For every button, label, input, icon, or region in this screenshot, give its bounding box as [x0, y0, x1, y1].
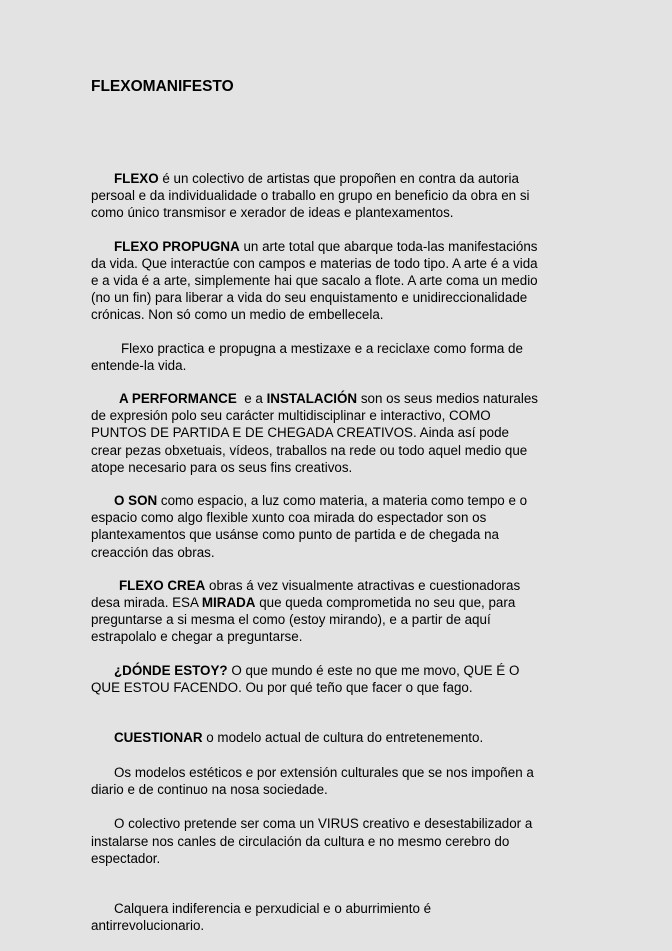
paragraph-indiferencia: [91, 900, 541, 934]
paragraph-collective: [91, 170, 541, 222]
cuestionar-line-1: [91, 729, 541, 746]
paragraph-text: Calquera indiferencia e perxudicial e o aburrimiento é antirrevolucionario.: [91, 901, 432, 934]
document-body: [91, 170, 541, 951]
paragraph-text: un arte total que abarque toda-las manifestacións da vida. Que interactúe con campos e materias de todo tipo. A arte é a vida e a vida é a arte, simplemente hai que sacalo a flote. A arte coma un medio (no un fin) para liberar a vida do seu enquistamento e unidireccionalidade crónicas. Non só como un medio de embellecela.: [91, 238, 538, 323]
bold-flexo-crea: FLEXO CREA: [119, 577, 206, 593]
paragraph-text: o modelo actual de cultura do entretenemento.: [202, 730, 484, 746]
bold-cuestionar: CUESTIONAR: [114, 730, 203, 746]
paragraph-text: O que mundo é este no que me movo, QUE É O QUE ESTOU FACENDO. Ou por qué teño que facer o que fago.: [91, 662, 520, 695]
paragraph-propugna: [91, 238, 541, 324]
paragraph-text: como espacio, a luz como materia, a materia como tempo e o espacio como algo flexible xunto coa mirada do espectador son os plantexamentos que usánse como punto de partida e de chegada na creacción das obras.: [91, 493, 528, 560]
bold-o-son: O SON: [114, 493, 158, 509]
paragraph-cuestionar: [91, 712, 541, 884]
paragraph-performance: [91, 390, 541, 476]
bold-donde-estoy: ¿DÓNDE ESTOY?: [114, 662, 228, 678]
bold-mirada: MIRADA: [201, 595, 256, 611]
bold-flexo: FLEXO: [114, 171, 159, 186]
paragraph-mestizaxe: [91, 340, 541, 374]
paragraph-text: Flexo practica e propugna a mestizaxe e a reciclaxe como forma de entende-la vida.: [91, 340, 523, 373]
bold-performance: A PERFORMANCE: [119, 391, 237, 407]
paragraph-text: é un colectivo de artistas que propoñen en contra da autoria persoal e da individualidade o traballo en grupo en beneficio da obra en si como único transmisor e xerador de ideas e plantexamentos.: [91, 171, 530, 221]
document-title: FLEXOMANIFESTO: [91, 78, 234, 95]
bold-flexo-propugna: FLEXO PROPUGNA: [114, 238, 240, 254]
cuestionar-line-2: Os modelos estéticos e por extensión culturales que se nos impoñen a diario e de continuo na nosa sociedade.: [91, 764, 534, 797]
bold-instalacion: INSTALACIÓN: [266, 391, 358, 407]
paragraph-text: obras á vez visualmente atractivas e cuestionadoras desa mirada. ESA: [91, 577, 521, 611]
cuestionar-line-3: O colectivo pretende ser coma un VIRUS creativo e desestabilizador a instalarse nos canles de circulación da cultura e no mesmo cerebro do espectador.: [91, 816, 533, 866]
paragraph-text: e a: [236, 391, 267, 407]
paragraph-donde-estoy: [91, 662, 541, 696]
paragraph-text: que queda comprometida no seu que, para preguntarse a si mesma el como (estoy mirando), e a partir de aquí estrapolalo e chegar a preguntarse.: [91, 595, 516, 645]
paragraph-flexo-crea: [91, 577, 541, 646]
paragraph-son: [91, 492, 541, 561]
paragraph-text: son os seus medios naturales de expresión polo seu carácter multidisciplinar e interactivo, COMO PUNTOS DE PARTIDA E DE CHEGADA CREATIVOS. Ainda así pode crear pezas obxetuais, vídeos, traballos na rede ou todo aquel medio que atope necesario para os seus fins creativos.: [91, 391, 538, 475]
